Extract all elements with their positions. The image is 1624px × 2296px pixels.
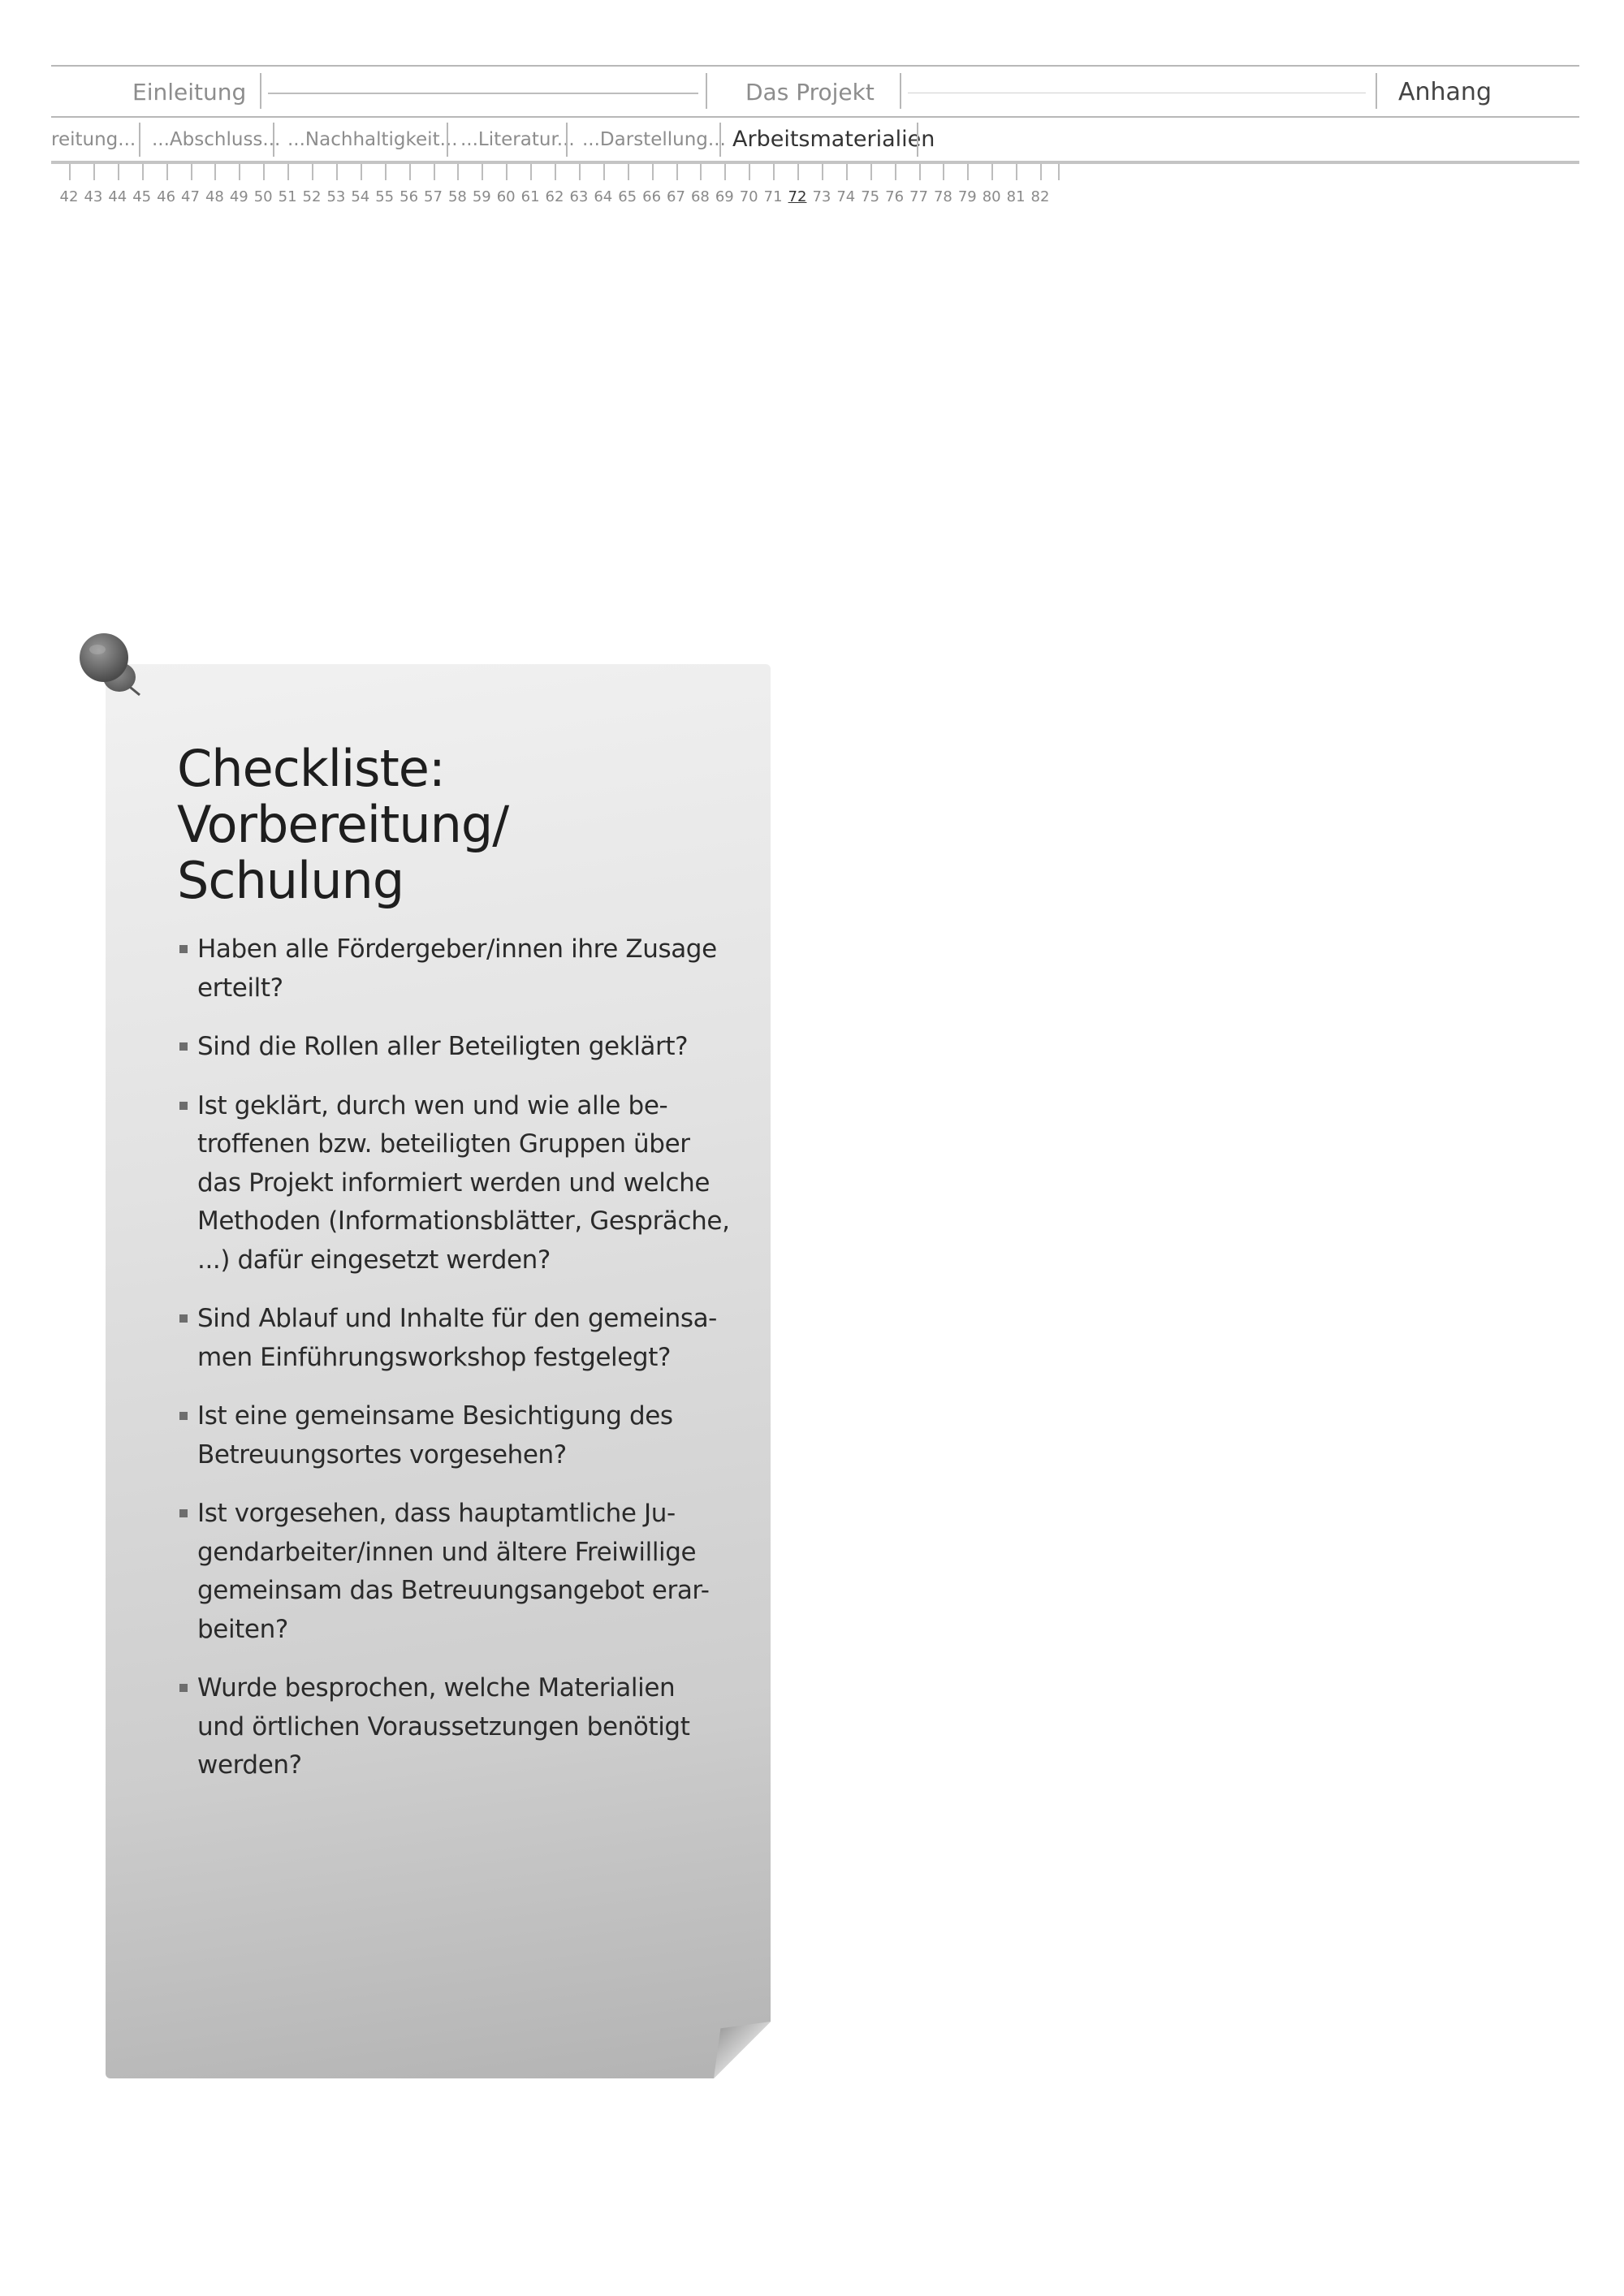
square-bullet-icon [179, 1102, 188, 1110]
page-tick [118, 164, 119, 180]
page-number[interactable]: 53 [326, 188, 346, 205]
nav-divider [706, 73, 707, 109]
page-tick [385, 164, 387, 180]
tab-divider [566, 123, 568, 157]
page-tick [700, 164, 702, 180]
checklist-item-line: Ist eine gemeinsame Besichtigung des [197, 1401, 673, 1431]
page-tick [967, 164, 969, 180]
page-tick [773, 164, 775, 180]
checklist-item [177, 1669, 697, 1785]
page-number[interactable]: 43 [84, 188, 103, 205]
page-tick [919, 164, 921, 180]
checklist-item-line: ...) dafür eingesetzt werden? [197, 1245, 551, 1275]
page-tick [239, 164, 240, 180]
page-number[interactable]: 59 [472, 188, 491, 205]
page-tick [506, 164, 508, 180]
nav-section-einleitung[interactable]: Einleitung [132, 79, 247, 106]
page-number[interactable]: 74 [836, 188, 856, 205]
page-number[interactable]: 71 [763, 188, 783, 205]
page-tick [749, 164, 750, 180]
checklist-item-line: troffenen bzw. beteiligten Gruppen über [197, 1129, 690, 1159]
checklist-item-line: beiten? [197, 1614, 288, 1644]
square-bullet-icon [179, 1509, 188, 1517]
checklist-item-line: gemeinsam das Betreuungsangebot erar- [197, 1576, 710, 1605]
page-tick [652, 164, 654, 180]
page-tick-strip [51, 164, 1107, 185]
page-number[interactable]: 46 [157, 188, 176, 205]
page-number[interactable]: 76 [885, 188, 905, 205]
page-number[interactable]: 52 [302, 188, 322, 205]
page-tick [482, 164, 483, 180]
page-tick [579, 164, 581, 180]
pushpin-icon [75, 627, 149, 701]
checklist-item-line: das Projekt informiert werden und welche [197, 1167, 710, 1198]
page-number[interactable]: 78 [933, 188, 952, 205]
page-number-current[interactable]: 72 [788, 188, 807, 205]
checklist-item [177, 930, 717, 1008]
page-number[interactable]: 77 [909, 188, 928, 205]
page-number[interactable]: 79 [957, 188, 977, 205]
page-tick [434, 164, 435, 180]
page-tick [409, 164, 411, 180]
page-number[interactable]: 57 [424, 188, 443, 205]
page-number[interactable]: 70 [739, 188, 758, 205]
page-tick [1040, 164, 1042, 180]
page-tick [530, 164, 532, 180]
tab-literatur[interactable]: ...Literatur... [460, 129, 575, 150]
checklist-item-line: men Einführungsworkshop festgelegt? [197, 1342, 672, 1372]
title-line: Vorbereitung/ [177, 795, 509, 854]
checklist-items [177, 930, 730, 1806]
page-number[interactable]: 60 [496, 188, 516, 205]
checklist-item-line: Wurde besprochen, welche Materialien [197, 1673, 676, 1703]
nav-top-rule [51, 65, 1579, 67]
page-number[interactable]: 61 [520, 188, 540, 205]
nav-section-anhang[interactable]: Anhang [1398, 78, 1492, 106]
page-tick [69, 164, 71, 180]
page-tick [287, 164, 289, 180]
tab-nachhaltigkeit[interactable]: ...Nachhaltigkeit... [287, 129, 458, 150]
page-tick [166, 164, 168, 180]
checklist-item-line: und örtlichen Voraussetzungen benötigt [197, 1711, 690, 1741]
page-number[interactable]: 69 [715, 188, 734, 205]
page-number[interactable]: 50 [253, 188, 273, 205]
square-bullet-icon [179, 945, 188, 953]
checklist-item [177, 1495, 710, 1649]
page-tick [263, 164, 265, 180]
tab-divider [139, 123, 140, 157]
checklist-item-line: Ist geklärt, durch wen und wie alle be- [197, 1090, 668, 1120]
checklist-item-line: gendarbeiter/innen und ältere Freiwillige [197, 1537, 697, 1567]
square-bullet-icon [179, 1042, 188, 1051]
page-number[interactable]: 75 [861, 188, 880, 205]
checklist-item-line: Methoden (Informationsblätter, Gespräche, [197, 1206, 730, 1236]
nav-divider [900, 73, 901, 109]
tab-divider [917, 123, 918, 157]
page-number[interactable]: 62 [545, 188, 564, 205]
page-number[interactable]: 56 [400, 188, 419, 205]
page-tick [1016, 164, 1017, 180]
page-number[interactable]: 48 [205, 188, 224, 205]
page-number[interactable]: 44 [108, 188, 127, 205]
page-tick [603, 164, 605, 180]
page-number[interactable]: 80 [982, 188, 1001, 205]
page-number[interactable]: 55 [375, 188, 395, 205]
tab-vorbereitung[interactable]: reitung... [51, 129, 136, 150]
checklist-item-line: Haben alle Fördergeber/innen ihre Zusage [197, 934, 717, 964]
checklist-item-line: Betreuungsortes vorgesehen? [197, 1439, 567, 1470]
page-tick [822, 164, 823, 180]
page-tick [628, 164, 629, 180]
page-number[interactable]: 58 [447, 188, 467, 205]
page-tick [676, 164, 678, 180]
checklist-item [177, 1397, 697, 1474]
checklist-item-line: Sind Ablauf und Inhalte für den gemeinsa- [197, 1304, 717, 1333]
page-tick [457, 164, 459, 180]
page-tick [191, 164, 192, 180]
page-number[interactable]: 67 [667, 188, 685, 205]
page-tick [943, 164, 944, 180]
checklist-title [177, 740, 697, 908]
page-number[interactable]: 66 [642, 188, 662, 205]
page-tick [312, 164, 313, 180]
page-number[interactable]: 65 [618, 188, 637, 205]
checklist-item-line: werden? [197, 1750, 302, 1780]
page-curl-icon [714, 2022, 771, 2078]
page-number[interactable]: 45 [132, 188, 152, 205]
tab-divider [447, 123, 448, 157]
nav-divider [260, 73, 261, 109]
page-tick [214, 164, 216, 180]
page-tick [991, 164, 993, 180]
square-bullet-icon [179, 1684, 188, 1692]
title-line: Schulung [177, 851, 404, 910]
page-tick [870, 164, 872, 180]
page-number[interactable]: 63 [569, 188, 589, 205]
page-tick [361, 164, 362, 180]
title-line: Checkliste: [177, 739, 445, 798]
page-number[interactable]: 81 [1006, 188, 1026, 205]
checklist-item-line: Ist vorgesehen, dass hauptamtliche Ju- [197, 1499, 676, 1528]
page-number[interactable]: 68 [690, 188, 710, 205]
tab-divider [273, 123, 274, 157]
tab-darstellung[interactable]: ...Darstellung... [582, 129, 726, 150]
checklist-item-line: erteilt? [197, 973, 283, 1003]
page-number[interactable]: 49 [229, 188, 248, 205]
page-number[interactable]: 47 [181, 188, 200, 205]
page-tick [555, 164, 556, 180]
checklist-item [177, 1028, 697, 1067]
nav-middle-rule [51, 116, 1579, 118]
page-number[interactable]: 42 [59, 188, 79, 205]
checklist-item-line: Sind die Rollen aller Beteiligten geklärt? [197, 1032, 689, 1061]
tab-abschluss[interactable]: ...Abschluss... [152, 129, 281, 150]
square-bullet-icon [179, 1412, 188, 1420]
page-number[interactable]: 73 [812, 188, 831, 205]
tab-divider [719, 123, 721, 157]
checklist-item [177, 1087, 730, 1280]
page-tick [724, 164, 726, 180]
page-tick [142, 164, 144, 180]
page-tick [846, 164, 848, 180]
nav-divider [1376, 73, 1377, 109]
square-bullet-icon [179, 1314, 188, 1323]
checklist-item [177, 1300, 717, 1377]
nav-section-das-projekt[interactable]: Das Projekt [745, 79, 875, 106]
page-tick [797, 164, 799, 180]
page-number[interactable]: 54 [351, 188, 370, 205]
page-tick [93, 164, 95, 180]
page-tick [336, 164, 338, 180]
page-number[interactable]: 64 [594, 188, 613, 205]
tab-arbeitsmaterialien[interactable]: Arbeitsmaterialien [732, 127, 935, 152]
page-number[interactable]: 51 [278, 188, 297, 205]
nav-section-line [268, 93, 698, 94]
page-tick [895, 164, 896, 180]
page-number[interactable]: 82 [1030, 188, 1050, 205]
page-tick [1058, 164, 1060, 180]
